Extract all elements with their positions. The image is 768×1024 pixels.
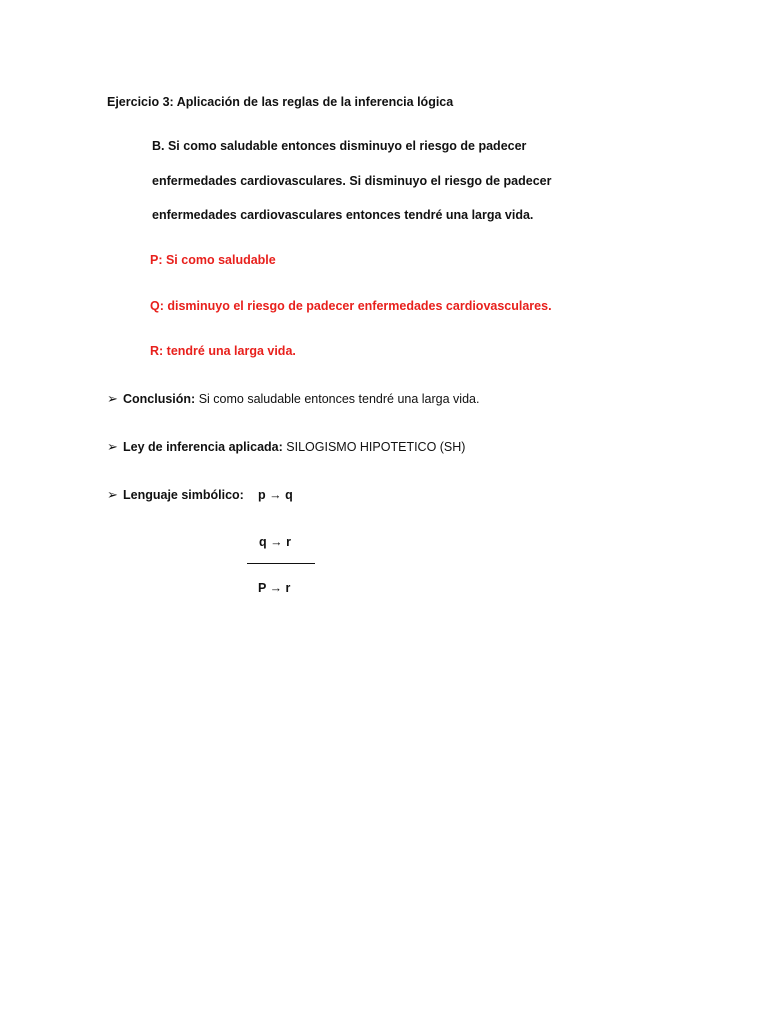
inference-divider (247, 563, 315, 564)
premise-1: p → q (258, 488, 293, 502)
symbolic-row (107, 487, 244, 503)
problem-line-1: B. Si como saludable entonces disminuyo el riesgo de padecer (152, 139, 527, 153)
arrow-bullet-icon: ➢ (107, 487, 118, 502)
law-text: SILOGISMO HIPOTETICO (SH) (286, 440, 466, 454)
conclusion-label: Conclusión: (123, 392, 196, 406)
symbolic-label: Lenguaje simbólico: (123, 488, 244, 502)
conclusion-text: Si como saludable entonces tendré una larga vida. (198, 392, 480, 406)
proposition-p: P: Si como saludable (150, 253, 276, 267)
problem-line-3: enfermedades cardiovasculares entonces tendré una larga vida. (152, 208, 534, 222)
proposition-q: Q: disminuyo el riesgo de padecer enfermedades cardiovasculares. (150, 299, 552, 313)
conclusion-row (107, 391, 479, 407)
premise-2: q → r (259, 535, 291, 549)
law-row (107, 439, 465, 455)
arrow-bullet-icon: ➢ (107, 391, 118, 406)
problem-line-2: enfermedades cardiovasculares. Si disminuyo el riesgo de padecer (152, 174, 552, 188)
law-label: Ley de inferencia aplicada: (123, 440, 283, 454)
exercise-title: Ejercicio 3: Aplicación de las reglas de la inferencia lógica (107, 95, 454, 109)
inference-result: P → r (258, 581, 291, 595)
proposition-r: R: tendré una larga vida. (150, 344, 296, 358)
arrow-bullet-icon: ➢ (107, 439, 118, 454)
